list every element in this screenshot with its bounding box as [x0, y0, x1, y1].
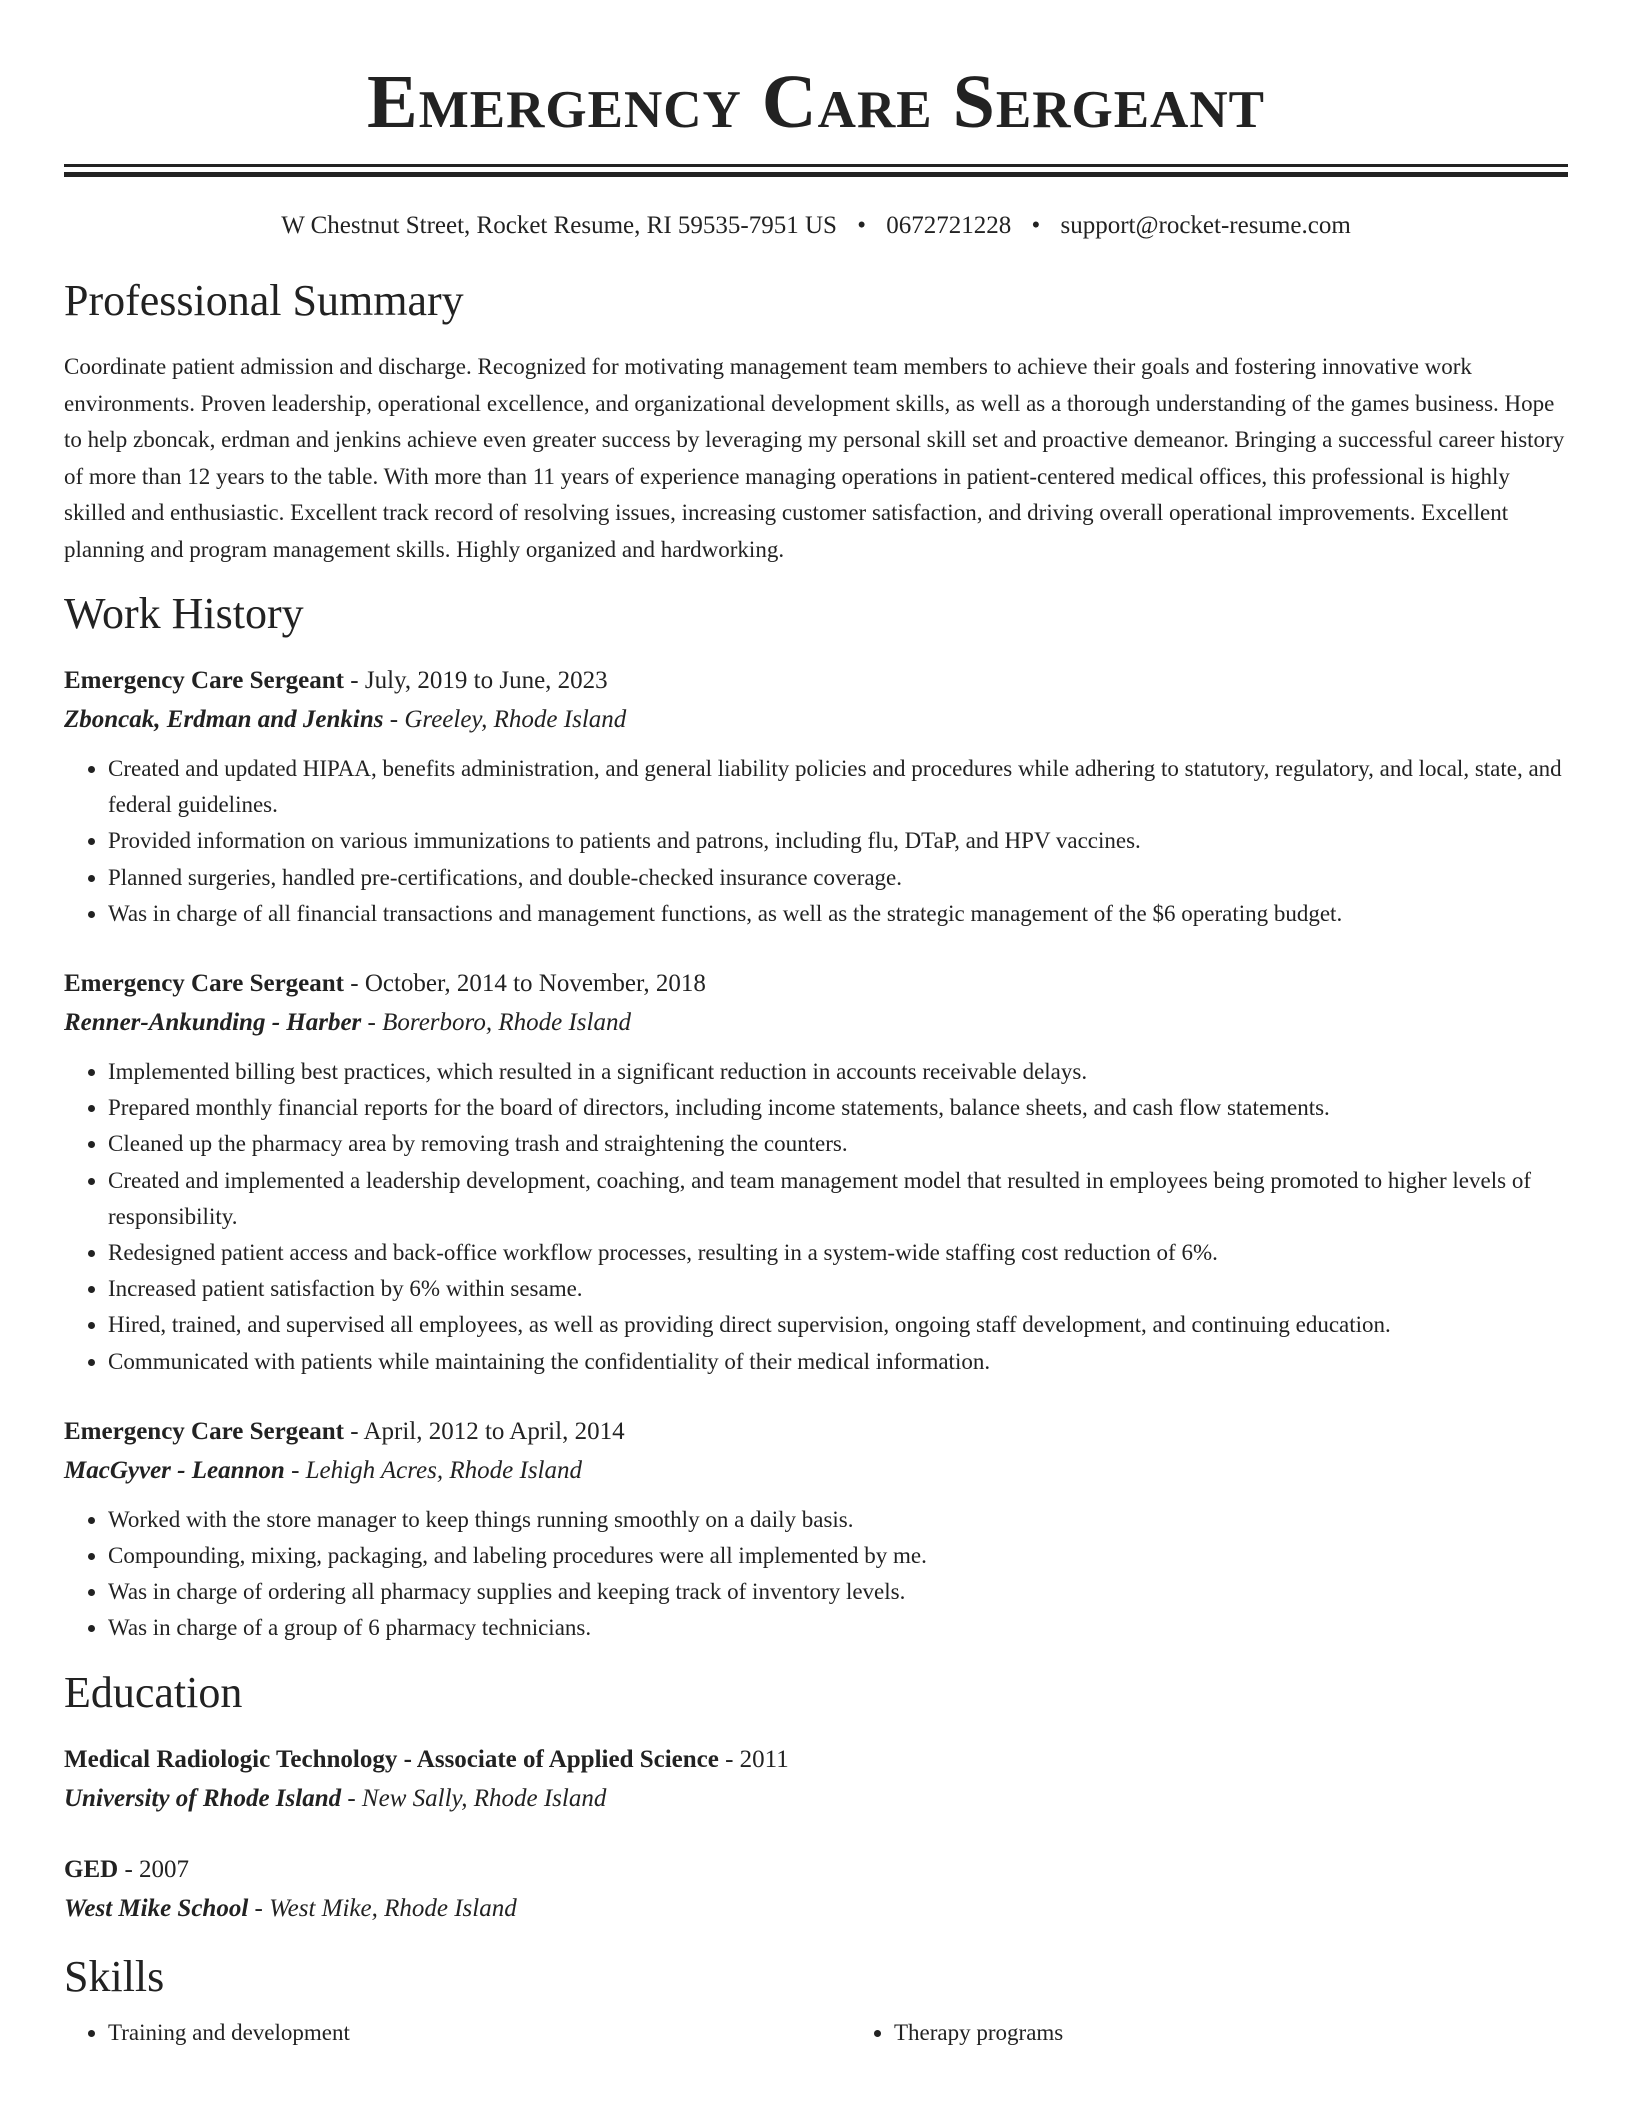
work-history-section [64, 588, 1568, 1647]
job-title: Emergency Care Sergeant [64, 667, 345, 694]
school-line [64, 1779, 1568, 1819]
contact-line [64, 209, 1568, 243]
job-bullet: • Worked with the store manager to keep things running smoothly on a daily basis. [108, 1502, 1568, 1538]
degree-year: - 2007 [118, 1855, 190, 1883]
job-bullet: • Communicated with patients while maintaining the confidentiality of their medical information. [108, 1344, 1568, 1380]
job-dates: - April, 2012 to April, 2014 [344, 1417, 625, 1445]
skills-columns [64, 2015, 1568, 2051]
job-employer-line [64, 700, 1568, 740]
skills-heading: Skills [64, 1951, 165, 2001]
contact-separator: • [1031, 212, 1041, 239]
work-history-heading: Work History [64, 589, 304, 638]
job-title: Emergency Care Sergeant [64, 1417, 345, 1445]
job-employer: MacGyver - Leannon [64, 1456, 285, 1484]
degree-line [64, 1851, 1568, 1889]
job-title-line [64, 965, 1568, 1003]
skills-section [64, 1951, 1568, 2051]
education-section [64, 1667, 1568, 1929]
job-entry [64, 1413, 1568, 1647]
job-location: - Borerboro, Rhode Island [361, 1009, 631, 1037]
header-rule-thin [64, 164, 1568, 167]
job-bullet: • Prepared monthly financial reports for the board of directors, including income statements, balance sheets, and cash flow statements. [108, 1090, 1568, 1126]
header-rule-thick [64, 172, 1568, 177]
job-bullets [64, 1054, 1568, 1380]
job-bullet: • Was in charge of a group of 6 pharmacy technicians. [108, 1610, 1568, 1646]
degree-name: Medical Radiologic Technology - Associate of Applied Science [64, 1745, 719, 1773]
degree-name: GED [64, 1855, 119, 1883]
job-bullet: • Was in charge of all financial transactions and management functions, as well as the strategic management of the $6 operating budget. [108, 896, 1568, 932]
degree-year: - 2011 [718, 1745, 789, 1773]
degree-line [64, 1741, 1568, 1779]
contact-phone: 0672721228 [886, 212, 1012, 239]
job-bullet: • Provided information on various immunizations to patients and patrons, including flu, DTaP, and HPV vaccines. [108, 823, 1568, 859]
job-bullet: • Redesigned patient access and back-office workflow processes, resulting in a system-wide staffing cost reduction of 6%. [108, 1235, 1568, 1271]
job-entry [64, 965, 1568, 1380]
skills-column-right [850, 2015, 1568, 2051]
school-location: - New Sally, Rhode Island [341, 1784, 607, 1812]
job-location: - Greeley, Rhode Island [383, 706, 627, 733]
job-bullet: • Increased patient satisfaction by 6% within sesame. [108, 1271, 1568, 1307]
job-title-line [64, 662, 1568, 700]
job-bullet: • Created and implemented a leadership development, coaching, and team management model that resulted in employees being promoted to higher levels of responsibility. [108, 1163, 1568, 1235]
job-bullet: • Compounding, mixing, packaging, and labeling procedures were all implemented by me. [108, 1538, 1568, 1574]
contact-separator: • [857, 212, 866, 239]
job-title-line [64, 1413, 1568, 1451]
job-bullet: • Planned surgeries, handled pre-certifications, and double-checked insurance coverage. [108, 860, 1568, 896]
contact-address: W Chestnut Street, Rocket Resume, RI 59535-7951 US [281, 212, 837, 239]
job-bullet: • Was in charge of ordering all pharmacy supplies and keeping track of inventory levels. [108, 1574, 1568, 1610]
school-line [64, 1889, 1568, 1929]
job-bullet: • Cleaned up the pharmacy area by removing trash and straightening the counters. [108, 1126, 1568, 1162]
education-heading: Education [64, 1667, 243, 1717]
education-entry [64, 1851, 1568, 1929]
school-location: - West Mike, Rhode Island [248, 1894, 517, 1922]
school-name: West Mike School [64, 1894, 249, 1922]
contact-email[interactable]: support@rocket-resume.com [1060, 212, 1351, 239]
job-bullet: • Created and updated HIPAA, benefits administration, and general liability policies and procedures while adhering to statutory, regulatory, and local, state, and federal guidelines. [108, 751, 1568, 823]
job-bullet: • Hired, trained, and supervised all employees, as well as providing direct supervision, ongoing staff development, and continuing education. [108, 1307, 1568, 1343]
job-bullets [64, 751, 1568, 932]
job-dates: - July, 2019 to June, 2023 [344, 667, 608, 694]
education-entry [64, 1741, 1568, 1819]
school-name: University of Rhode Island [64, 1784, 342, 1812]
job-bullet: • Implemented billing best practices, which resulted in a significant reduction in accounts receivable delays. [108, 1054, 1568, 1090]
summary-heading: Professional Summary [64, 276, 464, 325]
job-employer-line [64, 1003, 1568, 1043]
summary-section [64, 275, 1568, 568]
job-employer: Zboncak, Erdman and Jenkins [64, 706, 384, 733]
skill-item: • Training and development [108, 2015, 850, 2051]
skills-column-left [64, 2015, 850, 2051]
summary-text: Coordinate patient admission and discharge. Recognized for motivating management team members to achieve their goals and fostering innovative work environments. Proven leadership, operational excellence, and organizational development skills, as well as a thorough understanding of the games business. Hope to help zboncak, erdman and jenkins achieve even greater success by leveraging my personal skill set and proactive demeanor. Bringing a successful career history of more than 12 years to the table. With more than 11 years of experience managing operations in patient-centered medical offices, this professional is highly skilled and enthusiastic. Excellent track record of resolving issues, increasing customer satisfaction, and driving overall operational improvements. Excellent planning and program management skills. Highly organized and hardworking. [64, 354, 1565, 562]
resume-name: Emergency Care Sergeant [367, 60, 1265, 144]
skill-item: • Therapy programs [894, 2015, 1568, 2051]
job-employer: Renner-Ankunding - Harber [64, 1009, 362, 1037]
job-dates: - October, 2014 to November, 2018 [344, 970, 706, 998]
job-title: Emergency Care Sergeant [64, 970, 345, 998]
job-bullets [64, 1502, 1568, 1647]
job-entry [64, 662, 1568, 932]
job-location: - Lehigh Acres, Rhode Island [284, 1456, 582, 1484]
job-employer-line [64, 1451, 1568, 1491]
